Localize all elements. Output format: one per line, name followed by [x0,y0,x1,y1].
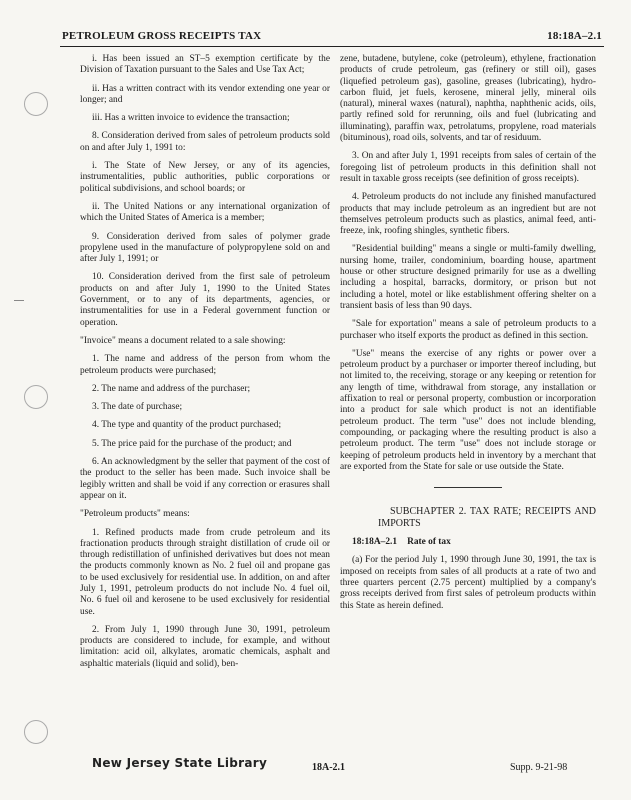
header-section: 18:18A–2.1 [547,30,602,42]
definition-term: "Invoice" means a document related to a sale showing: [80,335,286,346]
paragraph: i. The State of New Jersey, or any of its agencies, instrumentalities, public authorities, public corporations or political subdivisions, and school boards; or [80,161,330,194]
paragraph: 1. Refined products made from crude petroleum and its fractionation products through straight distillation of crude oil or through redistillation of unfinished derivatives but does not mean the products commonly known as No. 2 fuel oil and propane gas to be used exclusively for residential use. In addition, on and after July 1, 1991, petroleum products do not include No. 4 fuel oil, No. 6 fuel oil and kerosene to be used exclusively for residential use. [80,527,330,617]
section-number: 18:18A–2.1 [352,537,398,548]
header-rule [60,46,604,47]
left-column [80,54,330,677]
paragraph: 6. An acknowledgment by the seller that payment of the cost of the product to the seller has been made. Such invoice shall be legibly written and shall be void if any correction or erasures shall appear on it. [80,457,330,501]
paragraph: ii. The United Nations or any international organization of which the United States of America is a member; [80,201,330,224]
paragraph: 2. From July 1, 1990 through June 30, 1991, petroleum products are considered to include, for example, and without limitation: acid oil, alkylates, aromatic chemicals, asphalt and asphaltic materials (liquid and solid), ben- [80,624,330,669]
paragraph: 4. The type and quantity of the product purchased; [92,420,282,431]
definition-paragraph: "Use" means the exercise of any rights or power over a petroleum product by a purchaser or importer thereof including, but not limited to, the receiving, storage or any keeping or retention for any length of time, withdrawal from storage, any installation or affixation to real or personal property, combustion or incorporation into a product for sale which product is not an identifiable petroleum product. The term "use" does not include blending, compounding, or packaging where the resulting product is also a petroleum product. The term "use" does not include storage or keeping of petroleum products held in inventory by a merchant that are exported from the State for sale or use outside the State. [340,348,596,472]
paragraph: zene, butadene, butylene, coke (petroleum), ethylene, fractionation products of crude petroleum, gas (refinery or still oil), gases (liquefied petroleum gas), gasoline, greases (lubricating), hydro-carbon fluid, jet fuels, kerosene, mineral jelly, mineral oils (natural), mineral waxes (natural), naphtha, naphthenic acids, oils, partly refined sold for rerunning, oils and fuel (lubricating and illuminating), paraffin wax, petrolatums, propylene, road materials (bituminous), road oils, solvents, and tar of residuum. [340,54,596,144]
section-heading [340,537,596,548]
definition-paragraph: "Sale for exportation" means a sale of petroleum products to a purchaser who itself exports the product as defined in this section. [340,319,596,341]
paragraph: ii. Has a written contract with its vendor extending one year or longer; and [80,83,330,105]
section-title: Rate of tax [407,537,451,548]
paragraph: 2. The name and address of the purchaser; [92,383,251,394]
paragraph: iii. Has a written invoice to evidence the transaction; [92,113,290,124]
paragraph: 4. Petroleum products do not include any finished manufactured products that may include petroleum as an ingredient but are not themselves petroleum products such as plastics, animal feed, anti-freeze, ink, roofing shingles, synthetic fibers. [340,192,596,237]
binding-hole-mark [24,385,48,409]
library-stamp: New Jersey State Library [92,756,268,770]
paragraph: 9. Consideration derived from sales of polymer grade propylene used in the manufacture of polypropylene sold on and after July 1, 1991; or [80,231,330,265]
paragraph: 5. The price paid for the purchase of the product; and [92,438,292,449]
paragraph: i. Has been issued an ST–5 exemption certificate by the Division of Taxation pursuant to the Sales and Use Tax Act; [80,54,330,76]
running-header [62,30,602,42]
paragraph: 8. Consideration derived from sales of petroleum products sold on and after July 1, 1991 to: [80,131,330,153]
definition-term: "Petroleum products" means: [80,509,190,520]
paragraph: 3. On and after July 1, 1991 receipts from sales of certain of the foregoing list of petroleum products in this definition shall not result in taxable gross receipts (see definition of gross receipts). [340,151,596,184]
paragraph: 10. Consideration derived from the first sale of petroleum products on and after July 1, 1990 to the United States Government, or to any of its departments, agencies, or instrumentalities for use in a Federal government function or operation. [80,272,330,328]
paragraph: 1. The name and address of the person from whom the petroleum products were purchased; [80,354,330,376]
subchapter-title: SUBCHAPTER 2. TAX RATE; RECEIPTS AND IMPORTS [378,506,596,530]
binding-hole-mark [24,92,48,116]
paragraph: 3. The date of purchase; [92,402,183,413]
page-footer [0,756,631,782]
chapter-divider [434,487,502,488]
page-number: 18A-2.1 [312,762,346,773]
definition-paragraph: "Residential building" means a single or multi-family dwelling, nursing home, trailer, condominium, boarding house, apartment house or other structure designed primarily for use as a dwelling including a hospital, barracks, dormitory, or prison but not including a hotel, motel or like establishment offering shelter on a transient basis of less than 90 days. [340,244,596,311]
section-text: (a) For the period July 1, 1990 through June 30, 1991, the tax is imposed on receipts from sales of all products at a rate of two and three quarters percent (2.75 percent) multiplied by a company's gross receipts derived from first sales of petroleum products within this State as herein defined. [340,555,596,611]
supplement-date: Supp. 9-21-98 [510,762,568,773]
header-title: PETROLEUM GROSS RECEIPTS TAX [62,30,262,42]
margin-tick [14,300,24,301]
binding-hole-mark [24,720,48,744]
right-column [340,54,596,619]
